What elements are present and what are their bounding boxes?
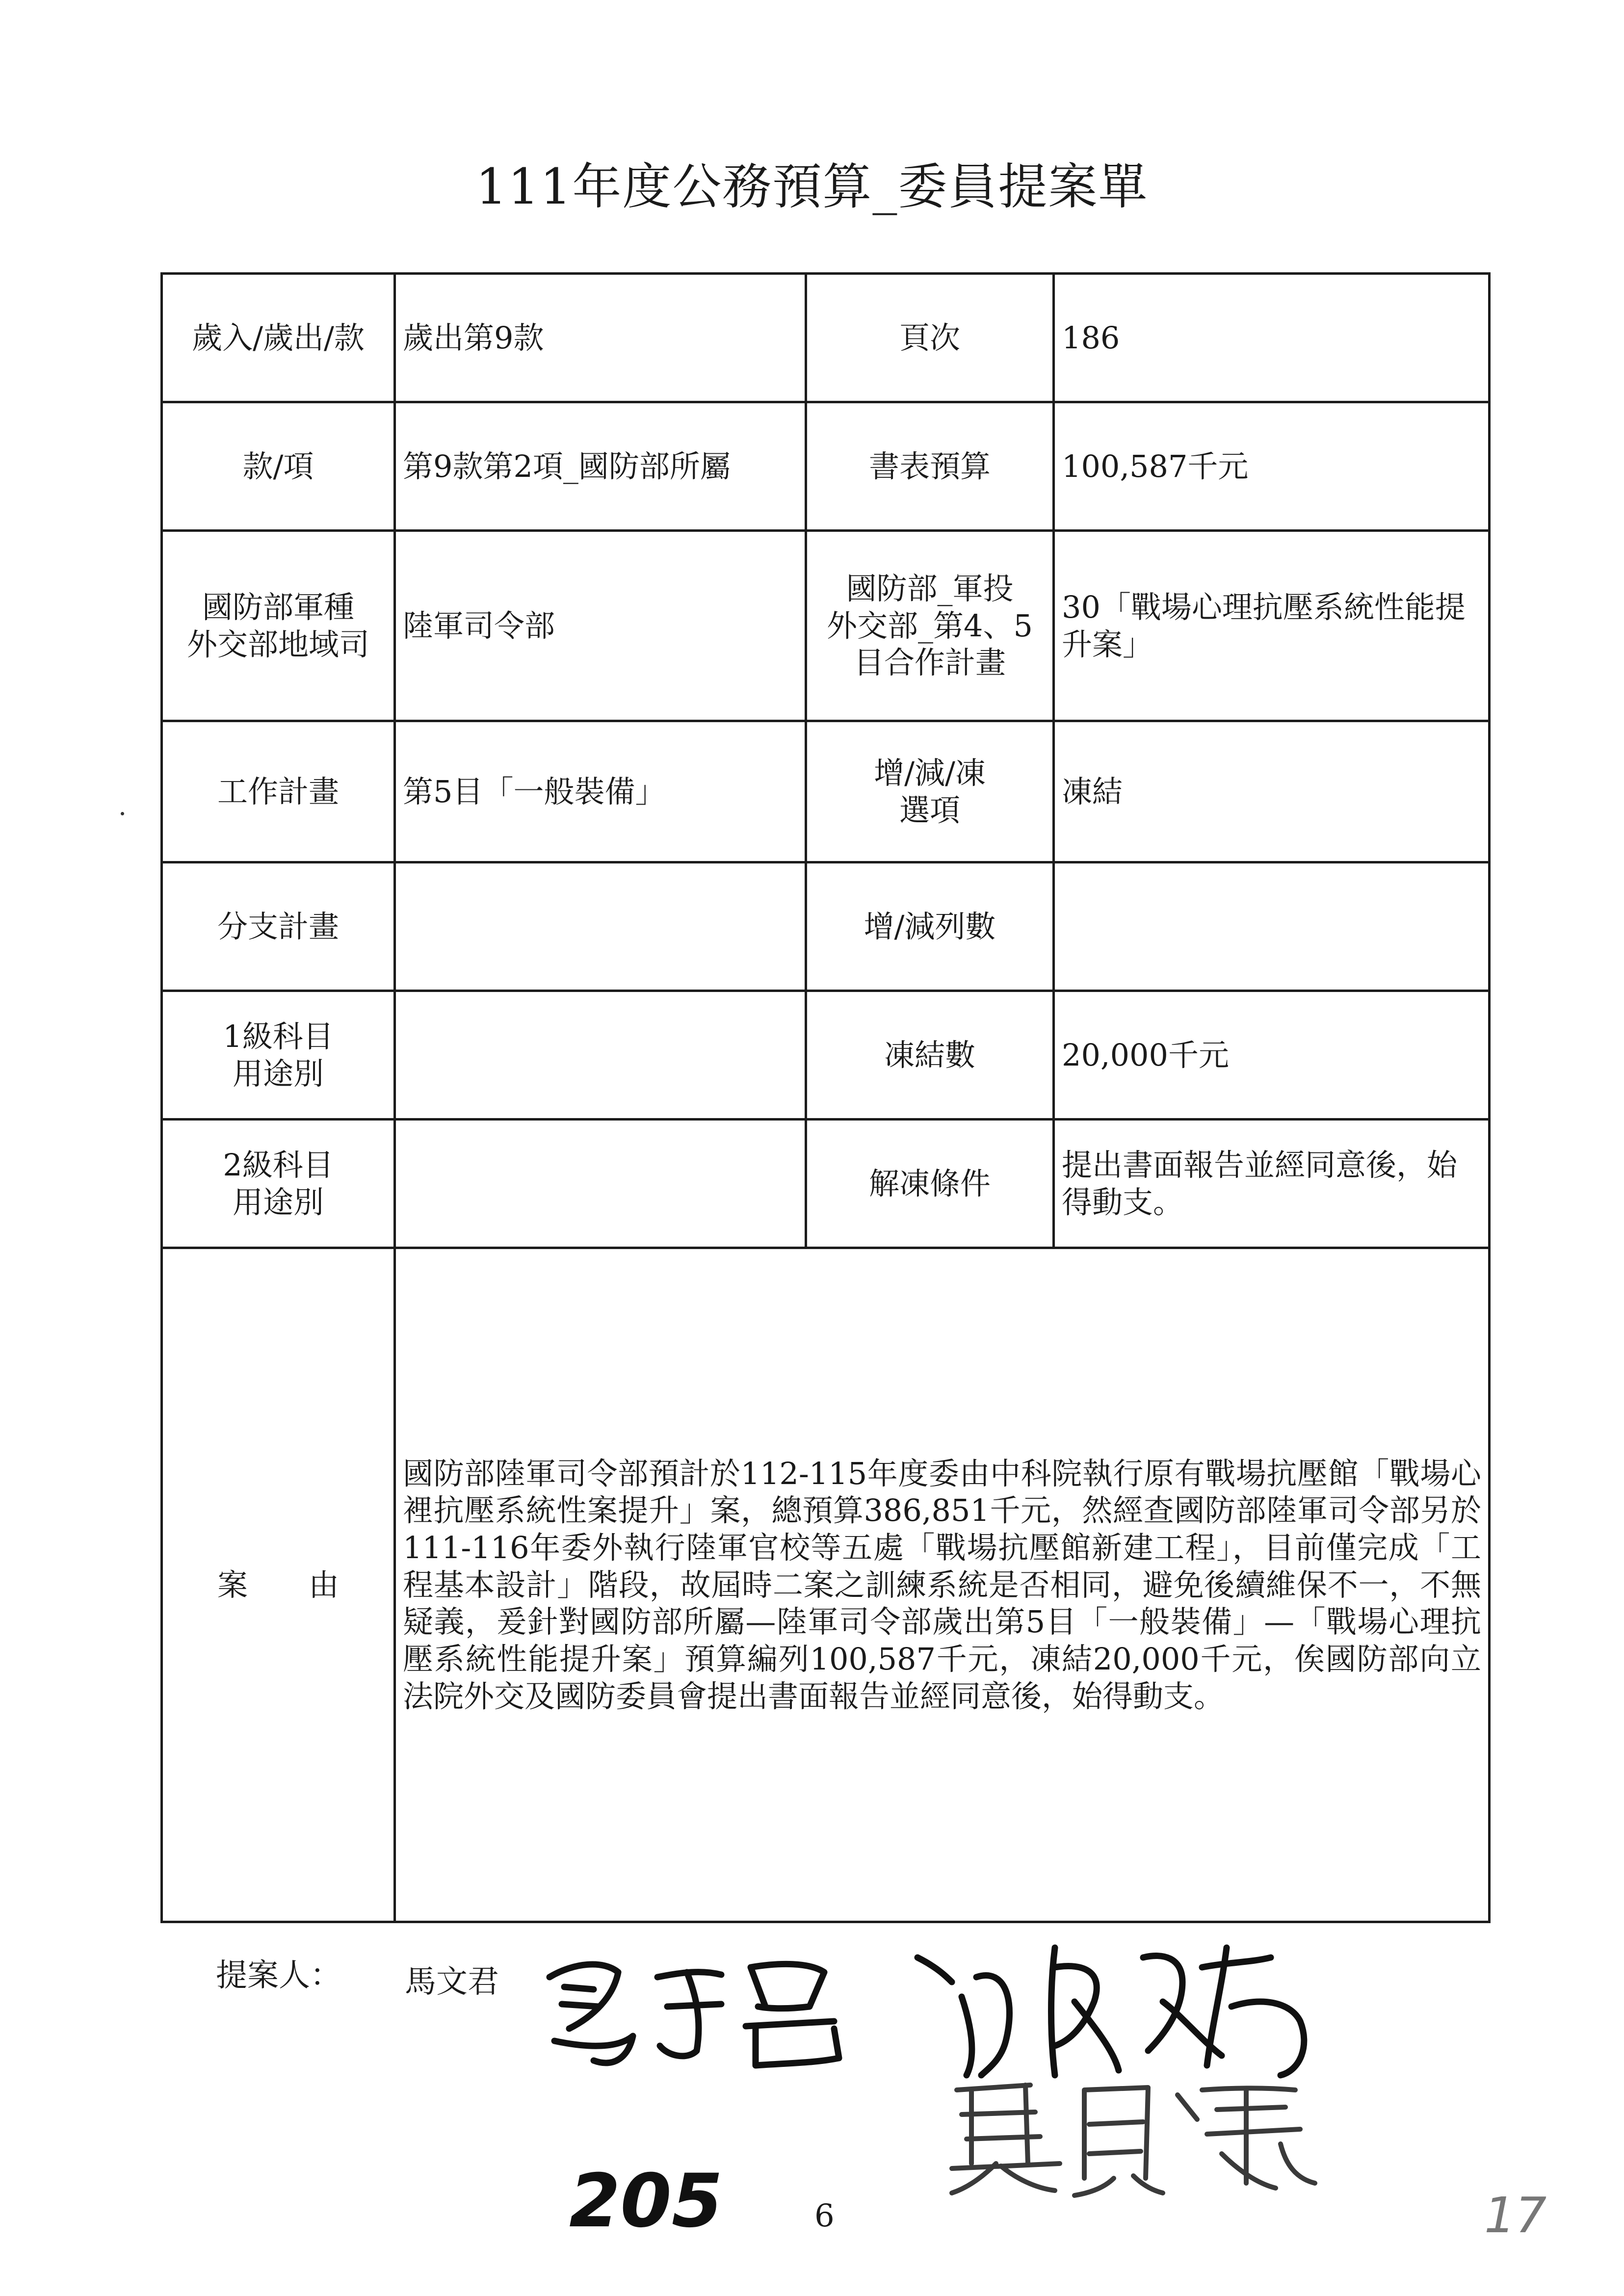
corner-mark (1482, 2178, 1547, 2247)
label-line: 選項 (899, 792, 960, 828)
field-label: 增/減列數 (806, 862, 1054, 991)
corner-mark-text: 17 (1484, 2187, 1547, 2244)
signature-2 (908, 1928, 1339, 2095)
signature-3 (942, 2070, 1325, 2198)
field-value: 凍結 (1054, 721, 1490, 862)
page-number: 6 (814, 2198, 835, 2234)
field-label (806, 531, 1054, 721)
field-label: 凍結數 (806, 991, 1054, 1120)
field-label (162, 991, 395, 1120)
reason-row (162, 1248, 1490, 1922)
field-label: 解凍條件 (806, 1120, 1054, 1248)
label-line: 外交部地域司 (186, 626, 369, 662)
field-label: 書表預算 (806, 402, 1054, 531)
field-label (806, 721, 1054, 862)
proposal-form-table (160, 272, 1491, 1923)
field-label (162, 1120, 395, 1248)
field-label: 頁次 (806, 274, 1054, 402)
label-line: 用途別 (232, 1184, 324, 1220)
label-line: 目合作計畫 (853, 645, 1006, 681)
field-value: 30「戰場心理抗壓系統性能提升案」 (1054, 531, 1490, 721)
form-row (162, 991, 1490, 1120)
scan-speck (121, 812, 124, 815)
field-value: 第9款第2項_國防部所屬 (395, 402, 806, 531)
field-label: 分支計畫 (162, 862, 395, 991)
label-line: 外交部_第4、5 (827, 607, 1033, 644)
field-value (395, 862, 806, 991)
form-row (162, 274, 1490, 402)
label-line: 1級科目 (223, 1018, 334, 1054)
field-value: 陸軍司令部 (395, 531, 806, 721)
reason-label: 案 由 (162, 1248, 395, 1922)
label-line: 國防部軍種 (202, 589, 354, 625)
field-value (1054, 862, 1490, 991)
form-row (162, 721, 1490, 862)
field-value: 第5目「一般裝備」 (395, 721, 806, 862)
field-label: 款/項 (162, 402, 395, 531)
form-row (162, 531, 1490, 721)
field-value (395, 1120, 806, 1248)
label-line: 2級科目 (223, 1147, 334, 1183)
field-value: 提出書面報告並經同意後，始得動支。 (1054, 1120, 1490, 1248)
handwritten-number-text: 205 (569, 2159, 723, 2244)
field-label: 工作計畫 (162, 721, 395, 862)
label-line: 國防部_軍投 (846, 571, 1014, 607)
handwritten-number (564, 2159, 775, 2244)
document-title: 111年度公務預算_委員提案單 (475, 158, 1149, 215)
proposer-label: 提案人： (216, 1957, 341, 1994)
label-line: 用途別 (232, 1055, 324, 1092)
reason-text: 國防部陸軍司令部預計於112-115年度委由中科院執行原有戰場抗壓館「戰場心裡抗壓系統性案提升」案，總預算386,851千元，然經查國防部陸軍司令部另於111-116年委外執行陸軍官校等五處「戰場抗壓館新建工程」，目前僅完成「工程基本設計」階段，故屆時二案之訓練系統是否相同，避免後續維保不一，不無疑義，爰針對國防部所屬—陸軍司令部歲出第5目「一般裝備」—「戰場心理抗壓系統性能提升案」預算編列100,587千元，凍結20,000千元，俟國防部向立法院外交及國防委員會提出書面報告並經同意後，始得動支。 (395, 1248, 1490, 1922)
form-row (162, 862, 1490, 991)
field-value: 186 (1054, 274, 1490, 402)
field-value (395, 991, 806, 1120)
field-label: 歲入/歲出/款 (162, 274, 395, 402)
proposer-name: 馬文君 (405, 1964, 499, 2000)
field-value: 100,587千元 (1054, 402, 1490, 531)
form-row (162, 402, 1490, 531)
field-value: 20,000千元 (1054, 991, 1490, 1120)
form-row (162, 1120, 1490, 1248)
field-label (162, 531, 395, 721)
label-line: 增/減/凍 (874, 755, 986, 791)
field-value: 歲出第9款 (395, 274, 806, 402)
signature-1 (535, 1943, 854, 2085)
